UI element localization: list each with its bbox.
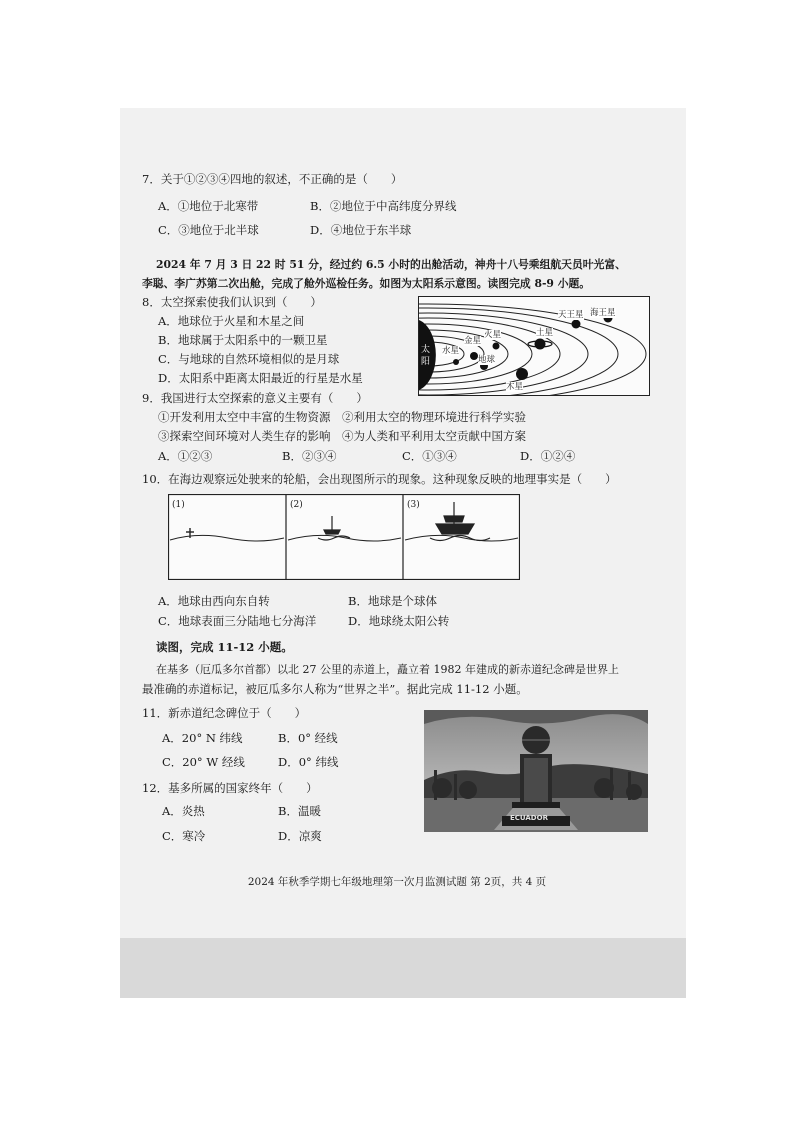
q11-option-c: C．20° W 经线: [162, 755, 245, 769]
saturn-dot: [535, 339, 546, 350]
ship-panel-label-2: (2): [290, 500, 303, 510]
q12-option-a: A．炎热: [162, 804, 205, 818]
intro-8-9-line1: 2024 年 7 月 3 日 22 时 51 分，经过约 6.5 小时的出舱活动，神舟十八号乘组航天员叶光富、: [156, 258, 626, 271]
q7-option-c: C．③地位于北半球: [158, 223, 259, 237]
solar-system-diagram: [418, 296, 650, 396]
q7-option-a: A．①地位于北寒带: [158, 199, 259, 213]
intro-8-9-line2: 李聪、李广苏第二次出舱，完成了舱外巡检任务。如图为太阳系示意图。读图完成 8-9 小题。: [142, 277, 591, 290]
label-mars: 火星: [484, 330, 502, 340]
q8-option-d: D．太阳系中距离太阳最近的行星是水星: [158, 371, 363, 385]
intro-11-12-heading: 读图，完成 11-12 小题。: [156, 640, 293, 654]
label-venus: 金星: [464, 336, 482, 346]
q8-option-c: C．与地球的自然环境相似的是月球: [158, 352, 340, 366]
q12-stem: 12．基多所属的国家终年（ ）: [142, 781, 318, 795]
q9-option-a: A．①②③: [158, 449, 213, 463]
label-saturn: 土星: [536, 328, 554, 338]
q9-items-line1: ①开发利用太空中丰富的生物资源 ②利用太空的物理环境进行科学实验: [158, 410, 526, 424]
ship-panel-label-3: (3): [407, 500, 420, 510]
scan-shadow: [120, 938, 686, 998]
q10-option-b: B．地球是个球体: [348, 594, 437, 608]
q8-option-a: A．地球位于火星和木星之间: [158, 314, 305, 328]
q8-stem: 8．太空探索使我们认识到（ ）: [142, 295, 322, 309]
q11-stem: 11．新赤道纪念碑位于（ ）: [142, 706, 307, 720]
sun-label-2: 阳: [421, 357, 431, 367]
label-earth: 地球: [478, 355, 496, 365]
q9-option-d: D．①②④: [520, 449, 576, 463]
label-jupiter: 木星: [506, 382, 524, 392]
venus-dot: [470, 352, 478, 360]
label-neptune: 海王星: [590, 308, 616, 318]
intro-11-12-line2: 最准确的赤道标记，被厄瓜多尔人称为“世界之半”。据此完成 11-12 小题。: [142, 682, 528, 696]
q12-option-c: C．寒冷: [162, 829, 206, 843]
label-uranus: 天王星: [558, 310, 584, 320]
mars-dot: [493, 343, 500, 350]
q10-option-d: D．地球绕太阳公转: [348, 614, 450, 628]
ship-approach-figure: [168, 494, 520, 580]
q12-option-b: B．温暖: [278, 804, 321, 818]
q12-option-d: D．凉爽: [278, 829, 322, 843]
q10-stem: 10．在海边观察远处驶来的轮船，会出现图所示的现象。这种现象反映的地理事实是（ ）: [142, 472, 617, 486]
mercury-dot: [453, 359, 459, 365]
equator-monument-photo: [424, 710, 648, 832]
q9-items-line2: ③探索空间环境对人类生存的影响 ④为人类和平利用太空贡献中国方案: [158, 429, 526, 443]
page-footer: 2024 年秋季学期七年级地理第一次月监测试题 第 2页，共 4 页: [247, 876, 547, 888]
q9-stem: 9．我国进行太空探索的意义主要有（ ）: [142, 391, 368, 405]
label-mercury: 水星: [442, 346, 460, 356]
q10-option-a: A．地球由西向东自转: [158, 594, 270, 608]
q11-option-d: D．0° 纬线: [278, 755, 339, 769]
q7-option-b: B．②地位于中高纬度分界线: [310, 199, 457, 213]
q9-option-c: C．①③④: [402, 449, 457, 463]
uranus-dot: [572, 320, 581, 329]
sun-label-1: 太: [421, 345, 431, 355]
ship-panel-label-1: (1): [172, 500, 185, 510]
q8-option-b: B．地球属于太阳系中的一颗卫星: [158, 333, 328, 347]
q11-option-b: B．0° 经线: [278, 731, 338, 745]
intro-11-12-line1: 在基多（厄瓜多尔首都）以北 27 公里的赤道上，矗立着 1982 年建成的新赤道纪念碑是世界上: [156, 663, 619, 676]
q10-option-c: C．地球表面三分陆地七分海洋: [158, 614, 317, 628]
q11-option-a: A．20° N 纬线: [162, 731, 243, 745]
q9-option-b: B．②③④: [282, 449, 337, 463]
q7-stem: 7．关于①②③④四地的叙述，不正确的是（ ）: [142, 172, 403, 186]
q7-option-d: D．④地位于东半球: [310, 223, 412, 237]
jupiter-dot: [516, 368, 528, 380]
ecuador-sign: ECUADOR: [510, 814, 548, 822]
